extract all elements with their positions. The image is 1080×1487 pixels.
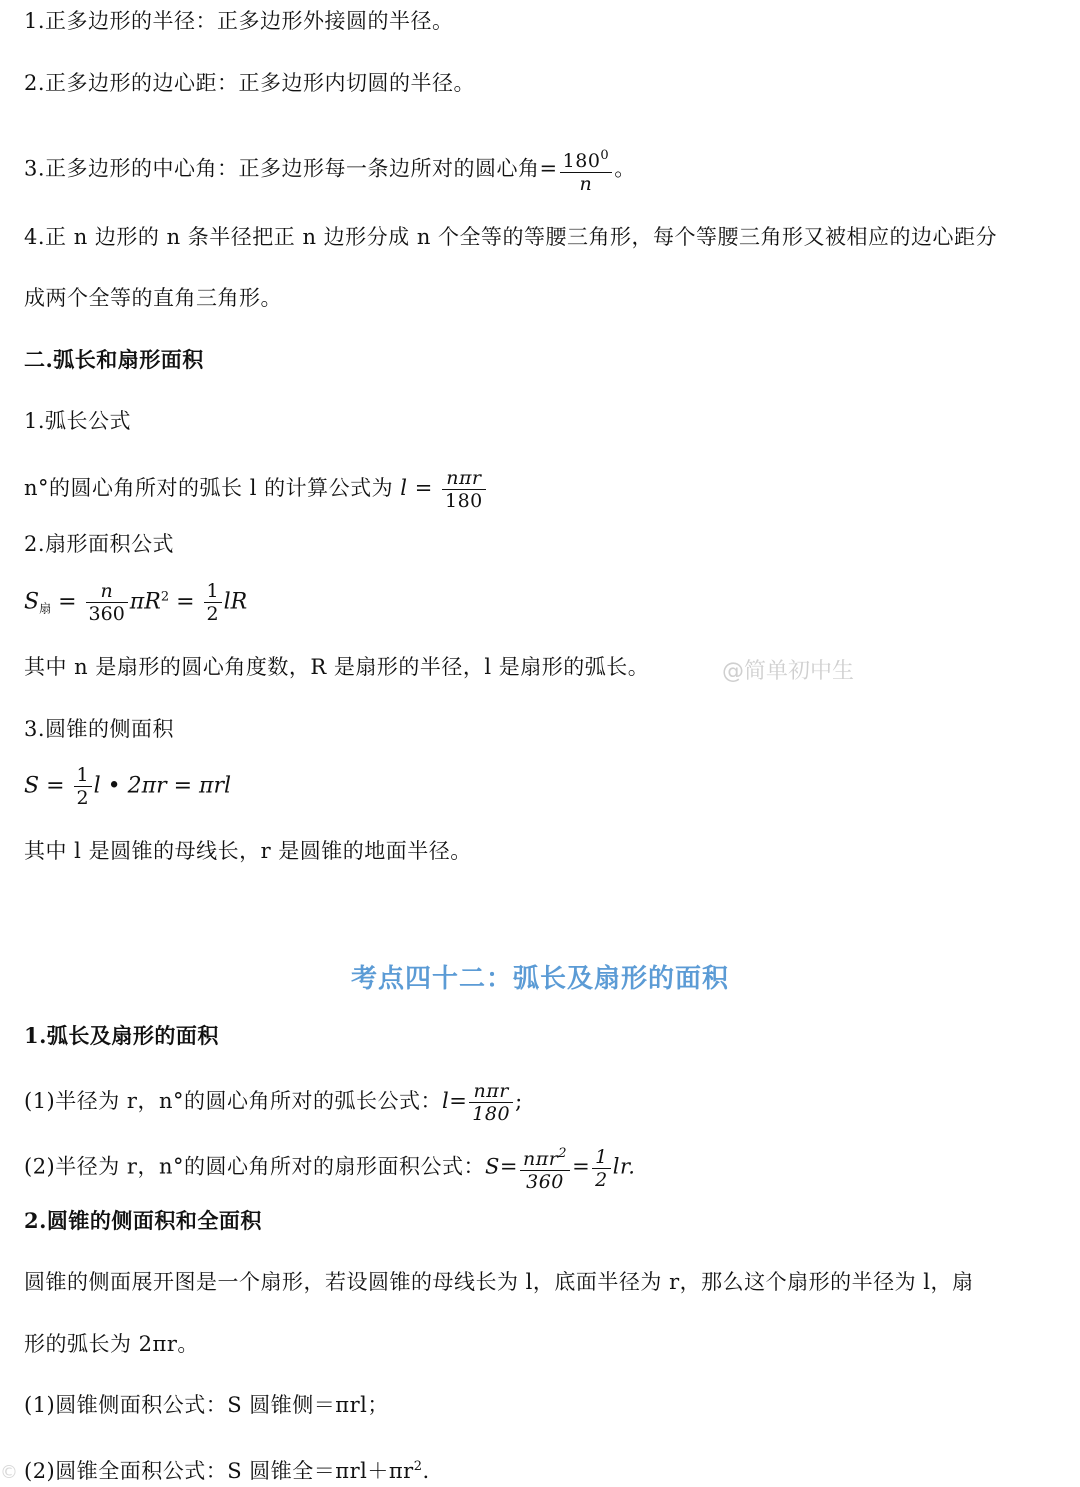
fraction-denominator: 360 xyxy=(88,603,125,625)
equals-sign: = xyxy=(176,589,195,615)
arc-lhs: l= xyxy=(441,1089,468,1113)
fraction-denominator: 180 xyxy=(472,1103,511,1125)
item-central-angle xyxy=(24,145,636,195)
cone-lateral-area-formula: (1)圆锥侧面积公式：S 圆锥侧＝πrl； xyxy=(24,1393,389,1417)
cone-fraction xyxy=(74,764,92,809)
arc-formula-line xyxy=(24,467,488,512)
square-superscript: 2 xyxy=(413,1459,423,1474)
fraction-denominator: 180 xyxy=(444,490,483,512)
equals-sign: = xyxy=(572,1154,591,1179)
equals-sign: = xyxy=(414,476,433,500)
item-triangles-line2: 成两个全等的直角三角形。 xyxy=(24,286,282,310)
sector-fraction-2 xyxy=(592,1146,611,1191)
cone-result-term: πrl xyxy=(199,773,232,799)
square-superscript: 2 xyxy=(558,1146,568,1161)
topic-title: 考点四十二：弧长及扇形的面积 xyxy=(350,964,729,994)
heading-cone-areas: 2.圆锥的侧面积和全面积 xyxy=(24,1208,262,1233)
fraction-numerator: 180 xyxy=(562,150,601,172)
corner-watermark-icon: © xyxy=(0,1462,18,1483)
arc-formula-text: (1)半径为 r，n°的圆心角所对的弧长公式： xyxy=(24,1089,442,1113)
sector-subscript: 扇 xyxy=(39,601,52,616)
cone-lateral-formula xyxy=(24,764,231,809)
cone-total-area-formula xyxy=(24,1452,430,1486)
semicolon: ; xyxy=(515,1089,523,1113)
arc-fraction xyxy=(469,1080,513,1125)
period: . xyxy=(422,1459,430,1483)
watermark: @简单初中生 xyxy=(722,659,855,684)
sector-fraction-2 xyxy=(204,580,222,625)
sector-note: 其中 n 是扇形的圆心角度数，R 是扇形的半径，l 是扇形的弧长。 xyxy=(24,655,650,679)
subheading-arc-formula: 1.弧长公式 xyxy=(24,409,132,433)
item-triangles-line1: 4.正 n 边形的 n 条半径把正 n 边形分成 n 个全等的等腰三角形，每个等腰三角形又被相应的边心距分 xyxy=(24,225,998,249)
lR-term: lR xyxy=(223,589,248,615)
arc-fraction xyxy=(442,467,486,512)
sector-formula-text: (2)半径为 r，n°的圆心角所对的扇形面积公式： xyxy=(24,1154,485,1179)
lr-term: lr. xyxy=(612,1154,636,1179)
cone-paragraph-line2: 形的弧长为 2πr。 xyxy=(24,1332,199,1356)
pi-r-term: πR xyxy=(129,589,161,615)
fraction-denominator: 2 xyxy=(76,787,89,809)
fraction-numerator: 1 xyxy=(592,1146,611,1169)
fraction-denominator: n xyxy=(579,173,593,195)
equals-sign: = xyxy=(46,773,65,799)
central-angle-text: 3.正多边形的中心角：正多边形每一条边所对的圆心角= xyxy=(24,156,558,181)
sector-lhs: S= xyxy=(484,1154,518,1179)
item-apothem: 2.正多边形的边心距：正多边形内切圆的半径。 xyxy=(24,71,476,95)
fraction-denominator: 360 xyxy=(526,1171,564,1193)
section-heading-arc-sector: 二.弧长和扇形面积 xyxy=(24,347,204,372)
sector-fraction-1 xyxy=(86,580,128,625)
fraction-denominator: 2 xyxy=(595,1168,608,1191)
square-superscript: 2 xyxy=(160,589,170,605)
subheading-sector-area: 2.扇形面积公式 xyxy=(24,532,175,556)
fraction-numerator: 1 xyxy=(204,580,222,603)
heading-arc-sector-area: 1.弧长及扇形的面积 xyxy=(24,1023,219,1048)
fraction-numerator: nπr xyxy=(522,1148,559,1170)
sector-area-formula xyxy=(24,580,247,625)
fraction-numerator: nπr xyxy=(442,467,486,490)
equals-sign: = xyxy=(58,589,77,615)
sector-area-formula-line xyxy=(24,1143,635,1193)
arc-length-formula-line xyxy=(24,1080,523,1125)
arc-formula-text: n°的圆心角所对的弧长 l 的计算公式为 xyxy=(24,476,394,500)
subheading-cone-lateral: 3.圆锥的侧面积 xyxy=(24,717,175,741)
fraction-numerator: 1 xyxy=(74,764,92,787)
cone-total-text: (2)圆锥全面积公式：S 圆锥全＝πrl＋πr xyxy=(24,1459,414,1483)
fraction-numerator: nπr xyxy=(469,1080,513,1103)
arc-symbol: l xyxy=(400,476,408,500)
area-symbol: S xyxy=(24,589,40,615)
item-polygon-radius: 1.正多边形的半径：正多边形外接圆的半径。 xyxy=(24,9,454,33)
sector-fraction-1 xyxy=(520,1143,570,1193)
cone-note: 其中 l 是圆锥的母线长，r 是圆锥的地面半径。 xyxy=(24,839,472,863)
degree-superscript: 0 xyxy=(600,148,610,163)
equals-sign: = xyxy=(173,773,193,799)
fraction-denominator: 2 xyxy=(206,603,219,625)
cone-product-term: l • 2πr xyxy=(93,773,167,799)
central-angle-fraction xyxy=(560,145,613,195)
area-symbol: S xyxy=(24,773,40,799)
cone-paragraph-line1: 圆锥的侧面展开图是一个扇形，若设圆锥的母线长为 l，底面半径为 r，那么这个扇形的半径为 l，扇 xyxy=(24,1270,974,1294)
period: 。 xyxy=(614,156,636,181)
fraction-numerator: n xyxy=(86,580,128,603)
